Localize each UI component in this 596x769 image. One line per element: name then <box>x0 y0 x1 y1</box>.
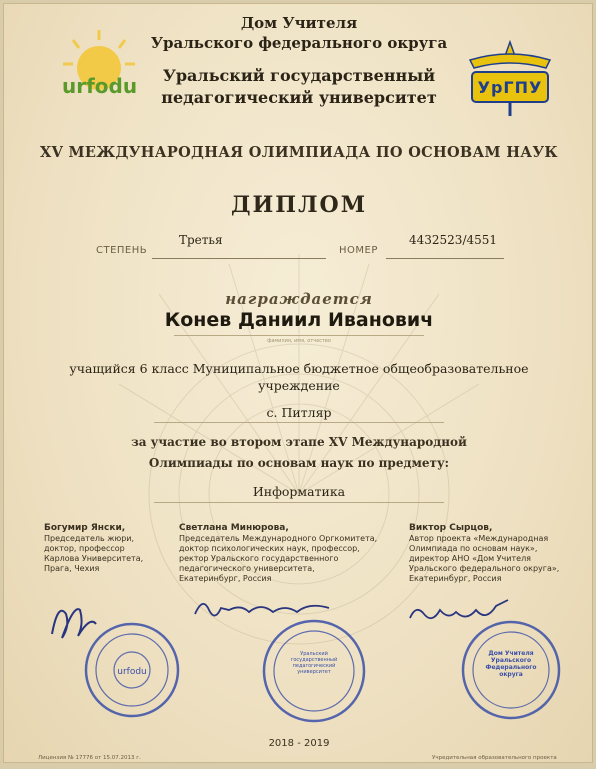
recipient-name: Конев Даниил Иванович <box>164 309 434 331</box>
signatory-2 <box>179 523 394 584</box>
signatory-3-line: Автор проекта «Международная <box>409 534 549 543</box>
participation-line-2: Олимпиады по основам наук по предмету: <box>148 456 450 470</box>
signatory-3 <box>409 523 584 584</box>
ugpu-emblem-text: УрГПУ <box>477 78 543 97</box>
seal-2 <box>259 616 369 726</box>
signatory-1-line: Прага, Чехия <box>44 564 100 573</box>
footer-right-note: Учредительная образовательного проекта <box>432 755 557 761</box>
signatory-2-line: Председатель Международного Оргкомитета, <box>179 534 378 543</box>
diploma-title: ДИПЛОМ <box>230 192 368 218</box>
signatory-2-line: ректор Уральского государственного <box>179 554 339 563</box>
signatory-2-line: педагогического университета, <box>179 564 315 573</box>
signatory-3-line: Екатеринбург, Россия <box>409 574 502 583</box>
header-line-1: Дом Учителя <box>240 14 358 32</box>
recipient-name-hint: фамилия, имя, отчество <box>267 338 331 344</box>
participation-text <box>4 432 593 474</box>
seal-2-text: Уральский государственный педагогический университет <box>290 651 338 675</box>
seal-3-text: Дом Учителя Уральского Федерального округа <box>485 650 537 678</box>
signatory-1-line: Карлова Университета, <box>44 554 144 563</box>
signatory-1 <box>44 523 174 574</box>
awarded-text: награждается <box>225 290 373 308</box>
number-value: 4432523/4551 <box>409 233 498 247</box>
signatory-3-line: Уральского федерального округа», <box>409 564 560 573</box>
signatory-1-name: Богумир Янски, <box>44 523 126 533</box>
number-label: НОМЕР <box>339 245 378 256</box>
diploma <box>3 3 593 763</box>
seal-3 <box>459 618 563 722</box>
header-line-4: педагогический университет <box>161 88 437 107</box>
seal-1-text: urfodu <box>117 667 147 677</box>
degree-label: СТЕПЕНЬ <box>96 245 148 256</box>
header-line-2: Уральского федерального округа <box>150 34 448 52</box>
town-line <box>154 422 444 423</box>
town: с. Питляр <box>266 405 332 420</box>
signatory-2-name: Светлана Минюрова, <box>179 523 289 533</box>
signatory-2-line: доктор психологических наук, профессор, <box>179 544 360 553</box>
signatory-1-line: доктор, профессор <box>44 544 125 553</box>
signatory-3-name: Виктор Сырцов, <box>409 523 493 533</box>
signatory-3-line: Олимпиада по основам наук», <box>409 544 538 553</box>
subject: Информатика <box>252 484 346 499</box>
degree-value: Третья <box>179 233 223 247</box>
seal-1 <box>82 620 182 720</box>
degree-line <box>152 258 326 259</box>
license-note: Лицензия № 17776 от 15.07.2013 г. <box>38 755 141 761</box>
subject-line <box>154 502 444 503</box>
number-line <box>386 258 504 259</box>
name-line <box>174 335 424 336</box>
olympiad-title: XV МЕЖДУНАРОДНАЯ ОЛИМПИАДА ПО ОСНОВАМ НАУК <box>40 144 558 161</box>
urfodu-logo-text: urfodu <box>62 74 138 98</box>
participation-line-1: за участие во втором этапе XV Международной <box>131 435 467 449</box>
signatory-3-line: директор АНО «Дом Учителя <box>409 554 531 563</box>
academic-year: 2018 - 2019 <box>268 738 330 749</box>
header-line-3: Уральский государственный <box>162 66 436 85</box>
signatory-2-line: Екатеринбург, Россия <box>179 574 272 583</box>
signatory-1-line: Председатель жюри, <box>44 534 135 543</box>
school-description: учащийся 6 класс Муниципальное бюджетное общеобразовательное учреждение <box>69 361 529 393</box>
